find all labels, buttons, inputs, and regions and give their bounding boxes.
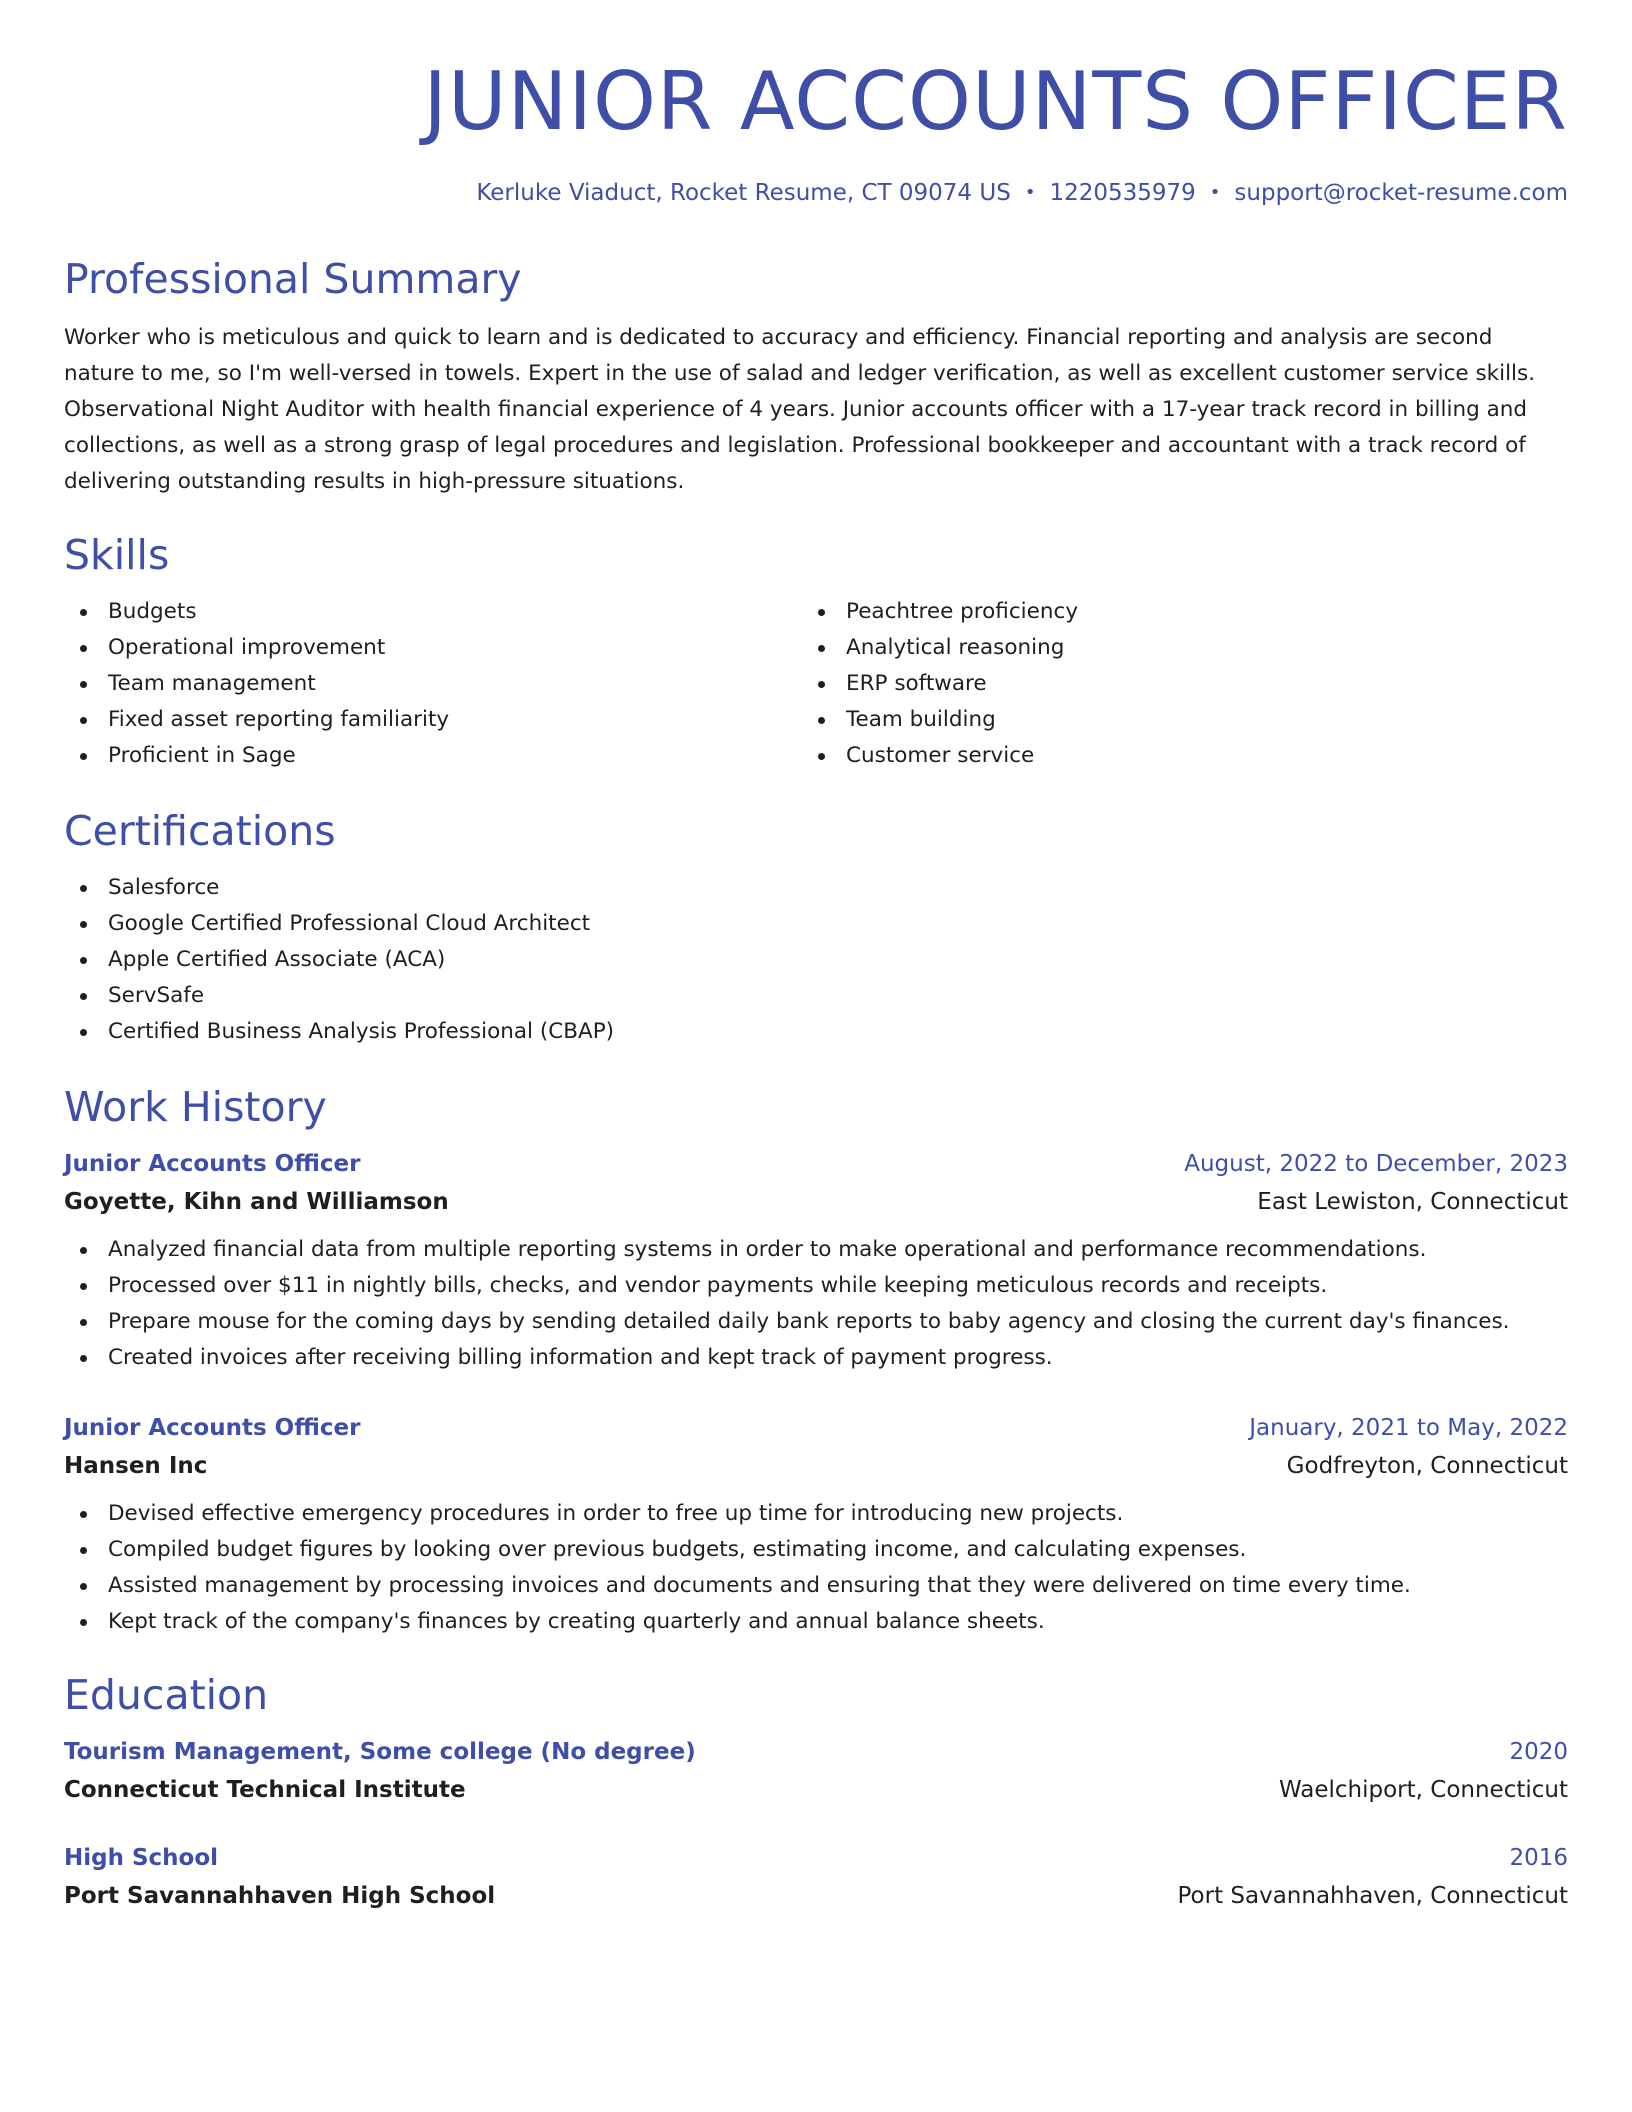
skill-item: Peachtree proficiency [802, 594, 1540, 630]
education-school-row [64, 1770, 1568, 1810]
job-bullet: Prepare mouse for the coming days by sending detailed daily bank reports to baby agency and closing the current day's finances. [64, 1304, 1568, 1340]
certification-item: Apple Certified Associate (ACA) [64, 942, 1568, 978]
education-entry [64, 1840, 1568, 1916]
skills-heading: Skills [64, 531, 170, 579]
skill-item: Analytical reasoning [802, 630, 1540, 666]
education-location: Waelchiport, Connecticut [1278, 1777, 1568, 1803]
education-header-row [64, 1734, 1568, 1770]
work-history-section [64, 1082, 1568, 1640]
skills-left-list [64, 594, 802, 774]
education-header-row [64, 1840, 1568, 1876]
job-header-row [64, 1410, 1568, 1446]
skill-item: Proficient in Sage [64, 738, 802, 774]
education-year: 2020 [1509, 1739, 1568, 1765]
certifications-section [64, 806, 1568, 1050]
job-bullets [64, 1496, 1568, 1640]
skill-item: ERP software [802, 666, 1540, 702]
job-bullets [64, 1232, 1568, 1376]
job-company-row [64, 1182, 1568, 1222]
certification-item: Salesforce [64, 870, 1568, 906]
contact-email[interactable]: support@rocket-resume.com [1234, 180, 1568, 206]
education-entry [64, 1734, 1568, 1810]
job-company: Hansen Inc [64, 1453, 208, 1479]
certification-item: Google Certified Professional Cloud Architect [64, 906, 1568, 942]
contact-separator: • [1024, 182, 1036, 203]
certification-item: Certified Business Analysis Professional (CBAP) [64, 1014, 1568, 1050]
skill-item: Team building [802, 702, 1540, 738]
education-school: Connecticut Technical Institute [64, 1777, 466, 1803]
contact-line [64, 178, 1568, 208]
job-location: East Lewiston, Connecticut [1257, 1189, 1568, 1215]
job-entry [64, 1146, 1568, 1376]
skill-item: Customer service [802, 738, 1540, 774]
job-header-row [64, 1146, 1568, 1182]
work-history-heading: Work History [64, 1083, 327, 1131]
certifications-list [64, 870, 1568, 1050]
education-school-row [64, 1876, 1568, 1916]
job-company-row [64, 1446, 1568, 1486]
job-role: Junior Accounts Officer [64, 1415, 361, 1441]
education-location: Port Savannahhaven, Connecticut [1177, 1883, 1568, 1909]
certifications-heading: Certifications [64, 807, 336, 855]
education-degree: Tourism Management, Some college (No degree) [64, 1739, 696, 1765]
job-bullet: Compiled budget figures by looking over previous budgets, estimating income, and calculating expenses. [64, 1532, 1568, 1568]
education-section [64, 1670, 1568, 1916]
education-degree: High School [64, 1845, 219, 1871]
contact-address: Kerluke Viaduct, Rocket Resume, CT 09074 US [476, 180, 1011, 206]
skill-item: Team management [64, 666, 802, 702]
job-dates: January, 2021 to May, 2022 [1249, 1415, 1568, 1441]
job-location: Godfreyton, Connecticut [1286, 1453, 1568, 1479]
resume-header [64, 0, 1568, 208]
summary-section [64, 254, 1568, 500]
job-role: Junior Accounts Officer [64, 1151, 361, 1177]
job-bullet: Processed over $11 in nightly bills, checks, and vendor payments while keeping meticulous records and receipts. [64, 1268, 1568, 1304]
education-heading: Education [64, 1671, 269, 1719]
skills-section [64, 530, 1568, 774]
education-school: Port Savannahhaven High School [64, 1883, 496, 1909]
job-entry [64, 1410, 1568, 1640]
skill-item: Budgets [64, 594, 802, 630]
summary-text: Worker who is meticulous and quick to learn and is dedicated to accuracy and efficiency. Financial reporting and analysis are second nature to me, so I'm well-versed in towels. Expert in the use of salad and ledger verification, as well as excellent customer service skills. Observational Night Auditor with health financial experience of 4 years. Junior accounts officer with a 17-year track record in billing and collections, as well as a strong grasp of legal procedures and legislation. Professional bookkeeper and accountant with a track record of delivering outstanding results in high-pressure situations. [64, 325, 1536, 494]
contact-phone: 1220535979 [1049, 180, 1196, 206]
job-bullet: Assisted management by processing invoices and documents and ensuring that they were delivered on time every time. [64, 1568, 1568, 1604]
job-title: JUNIOR ACCOUNTS OFFICER [423, 55, 1568, 148]
certification-item: ServSafe [64, 978, 1568, 1014]
job-bullet: Analyzed financial data from multiple reporting systems in order to make operational and performance recommendations. [64, 1232, 1568, 1268]
education-year: 2016 [1509, 1845, 1568, 1871]
summary-heading: Professional Summary [64, 255, 522, 303]
skill-item: Fixed asset reporting familiarity [64, 702, 802, 738]
job-dates: August, 2022 to December, 2023 [1184, 1151, 1568, 1177]
job-bullet: Kept track of the company's finances by creating quarterly and annual balance sheets. [64, 1604, 1568, 1640]
job-company: Goyette, Kihn and Williamson [64, 1189, 449, 1215]
job-bullet: Created invoices after receiving billing information and kept track of payment progress. [64, 1340, 1568, 1376]
contact-separator: • [1209, 182, 1221, 203]
skill-item: Operational improvement [64, 630, 802, 666]
job-bullet: Devised effective emergency procedures in order to free up time for introducing new projects. [64, 1496, 1568, 1532]
skills-columns [64, 594, 1568, 774]
skills-right-list [802, 594, 1540, 774]
